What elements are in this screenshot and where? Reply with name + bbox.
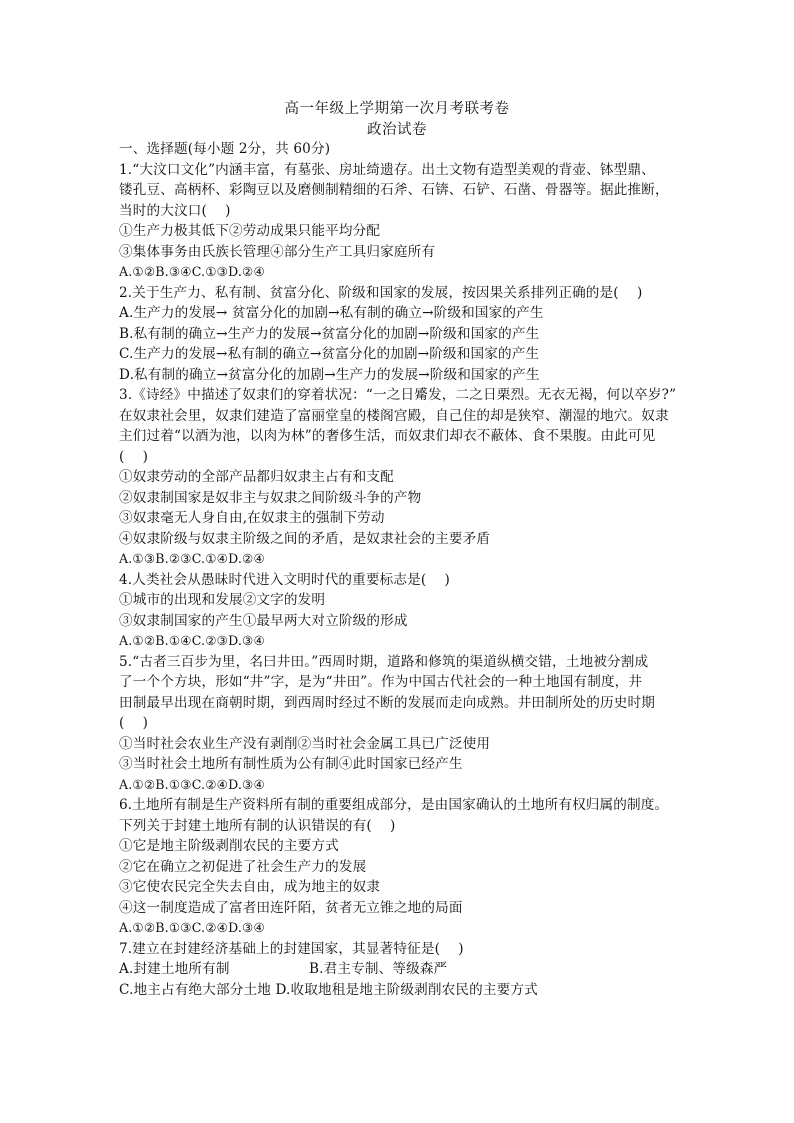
statement-line: ①城市的出现和发展②文字的发明 [119,592,326,608]
answer-options: A.①②B.①③C.②④D.③④ [119,776,265,792]
statement-line: ①奴隶劳动的全部产品都归奴隶主占有和支配 [119,469,394,485]
answer-option-a: A.生产力的发展→ 贫富分化的加剧→私有制的确立→阶级和国家的产生 [119,305,544,321]
statement-line: ③当时社会土地所有制性质为公有制④此时国家已经产生 [119,756,463,772]
answer-option-d: D.私有制的确立→贫富分化的加剧→生产力的发展→阶级和国家的产生 [119,366,540,383]
question-7 [119,939,699,1001]
statement-line: ④奴隶阶级与奴隶主阶级之间的矛盾，是奴隶社会的主要矛盾 [119,530,491,547]
statement-line: ③奴隶毫无人身自由,在奴隶主的强制下劳动 [119,510,385,526]
answer-options: A.①③B.②③C.①④D.②④ [119,551,265,566]
exam-subtitle: 政治试卷 [367,122,427,138]
question-6 [119,795,699,939]
exam-content [119,139,699,1000]
answer-options: A.①②B.①④C.②③D.③④ [119,633,265,648]
statement-line: ③集体事务由氏族长管理④部分生产工具归家庭所有 [119,243,436,260]
question-stem-line: 5.“古者三百步为里，名曰井田。”西周时期，道路和修筑的渠道纵横交错，土地被分割成 [119,653,649,670]
question-3 [119,385,699,570]
question-stem-line: 1.“大汶口文化”内涵丰富，有墓张、房址绮遗存。出土文物有造型美观的背壶、钵型鼎、 [119,161,655,178]
statement-line: ①生产力极其低下②劳动成果只能平均分配 [119,223,381,239]
question-stem-line: 2.关于生产力、私有制、贫富分化、阶级和国家的发展，按因果关系排列正确的是( ) [119,284,643,301]
answer-options: A.①②B.③④C.①③D.②④ [119,264,265,279]
answer-option-a: A.封建土地所有制 [119,961,230,977]
answer-option-b: B.私有制的确立→生产力的发展→贫富分化的加剧→阶级和国家的产生 [119,325,540,342]
question-stem-line: 4.人类社会从愚昧时代进入文明时代的重要标志是( ) [119,571,451,588]
question-stem-line: ( ) [119,715,149,731]
statement-line: ①当时社会农业生产没有剥削②当时社会金属工具已广泛使用 [119,735,491,752]
question-stem-line: 在奴隶社会里，奴隶们建造了富丽堂皇的楼阁宫殿，自己住的却是狭窄、潮湿的地穴。奴隶 [119,407,669,424]
question-stem-line: 当时的大汶口( ) [119,202,231,219]
statement-line: ②它在确立之初促进了社会生产力的发展 [119,858,367,875]
answer-options-cd: C.地主占有绝大部分土地 D.收取地租是地主阶级剥削农民的主要方式 [119,981,538,998]
statement-line: ③它使农民完全失去自由，成为地主的奴隶 [119,879,381,895]
answer-option-b: B.君主专制、等级森严 [309,961,448,977]
question-5 [119,652,699,796]
statement-line: ③奴隶制国家的产生①最早两大对立阶级的形成 [119,612,408,629]
question-1 [119,160,699,283]
answer-options-ab [119,959,699,980]
question-stem-line: 了一个个方块，形如“井”字，是为“井田”。作为中国古代社会的一种土地国有制度，井 [119,674,643,690]
question-stem-line: 7.建立在封建经济基础上的封建国家，其显著特征是( ) [119,940,464,957]
question-4 [119,570,699,652]
question-stem-line: 田制最早出现在商朝时期，到西周时经过不断的发展而走向成熟。井田制所处的历史时期 [119,694,656,711]
question-stem-line: 主们过着“以酒为池，以肉为林”的奢侈生活，而奴隶们却衣不蔽体、食不果腹。由此可见 [119,428,656,444]
question-stem-line: ( ) [119,448,149,465]
statement-line: ①它是地主阶级剥削农民的主要方式 [119,838,339,854]
section-heading: 一、选择题(每小题 2分，共 60分) [119,141,331,157]
answer-option-c: C.生产力的发展→私有制的确立→贫富分化的加剧→阶级和国家的产生 [119,346,540,362]
answer-options: A.①②B.①③C.②④D.③④ [119,920,265,935]
question-stem-line: 镂孔豆、高柄杯、彩陶豆以及磨侧制精细的石斧、石锛、石铲、石凿、骨器等。据此推断， [119,182,669,198]
question-stem-line: 3.《诗经》中描述了奴隶们的穿着状况：“一之日觱发，二之日栗烈。无衣无褐，何以卒岁?” [119,387,677,403]
question-stem-line: 下列关于封建土地所有制的认识错误的有( ) [119,817,396,834]
exam-title: 高一年级上学期第一次月考联考卷 [284,101,510,117]
exam-header [0,98,794,140]
question-2 [119,283,699,386]
question-stem-line: 6.土地所有制是生产资料所有制的重要组成部分，是由国家确认的土地所有权归属的制度。 [119,797,669,813]
statement-line: ④这一制度造成了富者田连阡陌，贫者无立锥之地的局面 [119,899,463,916]
statement-line: ②奴隶制国家是奴非主与奴隶之间阶级斗争的产物 [119,489,422,506]
